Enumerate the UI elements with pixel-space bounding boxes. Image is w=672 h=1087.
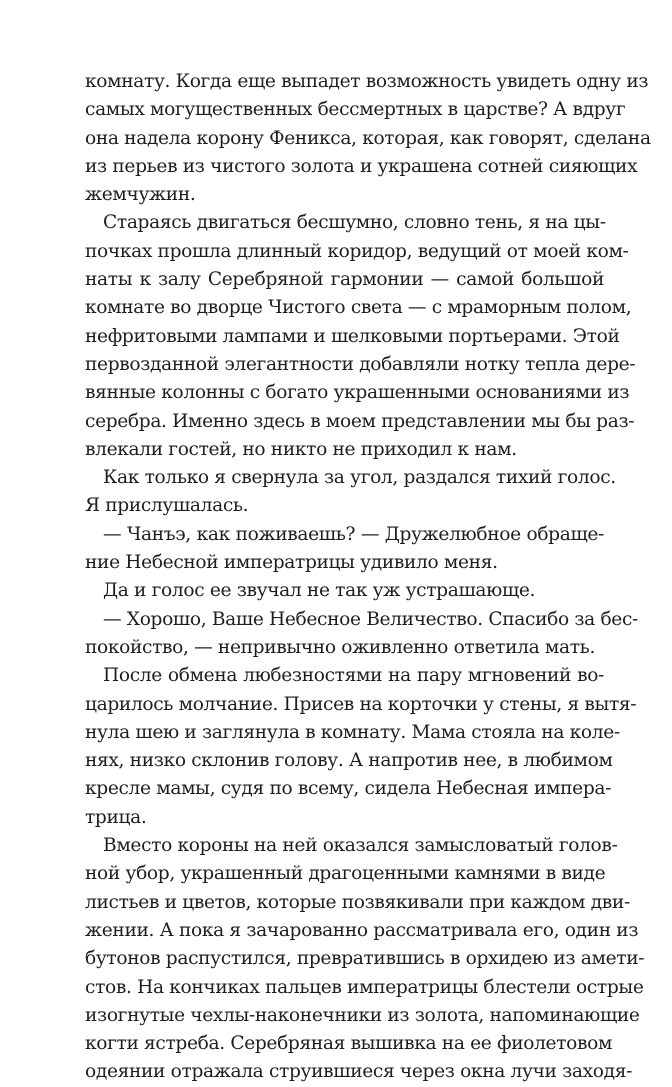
text-line: почках прошла длинный коридор, ведущий от моей ком- — [85, 240, 629, 262]
text-line: кресле мамы, судя по всему, сидела Небесная импера- — [85, 778, 612, 800]
text-line: После обмена любезностями на пару мгновений во- — [103, 665, 604, 687]
text-line: жении. А пока я зачарованно рассматривала его, один из — [85, 919, 639, 941]
text-line: трица. — [85, 806, 147, 828]
text-line: первозданной элегантности добавляли нотку тепла дере- — [85, 353, 636, 375]
text-line: самых могущественных бессмертных в царстве? А вдруг — [85, 99, 626, 121]
text-line: она надела корону Феникса, которая, как говорят, сделана — [85, 127, 651, 149]
text-line: нях, низко склонив голову. А напротив нее, в любимом — [85, 750, 613, 772]
text-line: стов. На кончиках пальцев императрицы блестели острые — [85, 976, 644, 998]
text-line: изогнутые чехлы-наконечники из золота, напоминающие — [85, 1004, 640, 1026]
text-line: жемчужин. — [85, 184, 196, 206]
text-line: влекали гостей, но никто не приходил к нам. — [85, 438, 517, 460]
text-line: комнате во дворце Чистого света — с мраморным полом, — [85, 297, 632, 319]
text-line: Вместо короны на ней оказался замысловатый голов- — [103, 835, 618, 857]
text-line: покойство, — непривычно оживленно ответила мать. — [85, 636, 595, 658]
text-line: бутонов распустился, превратившись в орхидею из амети- — [85, 948, 645, 970]
text-line: ной убор, украшенный драгоценными камнями в виде — [85, 863, 606, 885]
text-line: ние Небесной императрицы удивило меня. — [85, 552, 498, 574]
text-line: нула шею и заглянула в комнату. Мама стояла на коле- — [85, 721, 620, 743]
paragraph — [85, 209, 636, 464]
text-line: наты к залу Серебряной гармонии — самой большой — [85, 269, 604, 291]
text-line: комнату. Когда еще выпадет возможность увидеть одну из — [85, 71, 649, 92]
paragraph — [85, 606, 638, 663]
paragraph — [85, 521, 604, 578]
text-line: Стараясь двигаться бесшумно, словно тень, я на цы- — [103, 212, 606, 234]
text-body — [85, 68, 651, 1087]
text-line: когти ястреба. Серебряная вышивка на ее фиолетовом — [85, 1033, 613, 1055]
text-line: Как только я свернула за угол, раздался тихий голос. — [103, 467, 616, 489]
text-line: листьев и цветов, которые позвякивали при каждом дви- — [85, 891, 630, 913]
text-line: — Хорошо, Ваше Небесное Величество. Спасибо за бес- — [103, 608, 638, 630]
paragraph — [85, 464, 616, 521]
text-line: Я прислушалась. — [85, 495, 249, 517]
text-line: вянные колонны с богато украшенными основаниями из — [85, 382, 630, 404]
text-line: одеянии отражала струившиеся через окна лучи заходя- — [85, 1061, 633, 1083]
text-line: — Чанъэ, как поживаешь? — Дружелюбное обраще- — [103, 523, 604, 545]
paragraph — [85, 68, 651, 209]
paragraph — [85, 662, 637, 832]
paragraph — [85, 577, 604, 605]
text-line: из перьев из чистого золота и украшена сотней сияющих — [85, 155, 638, 177]
text-line: царилось молчание. Присев на корточки у стены, я вытя- — [85, 693, 637, 715]
text-line: серебра. Именно здесь в моем представлении мы бы раз- — [85, 410, 635, 432]
text-line: нефритовыми лампами и шелковыми портьерами. Этой — [85, 325, 620, 347]
paragraph — [85, 832, 645, 1087]
text-line: Да и голос ее звучал не так уж устрашающе. — [103, 580, 536, 602]
